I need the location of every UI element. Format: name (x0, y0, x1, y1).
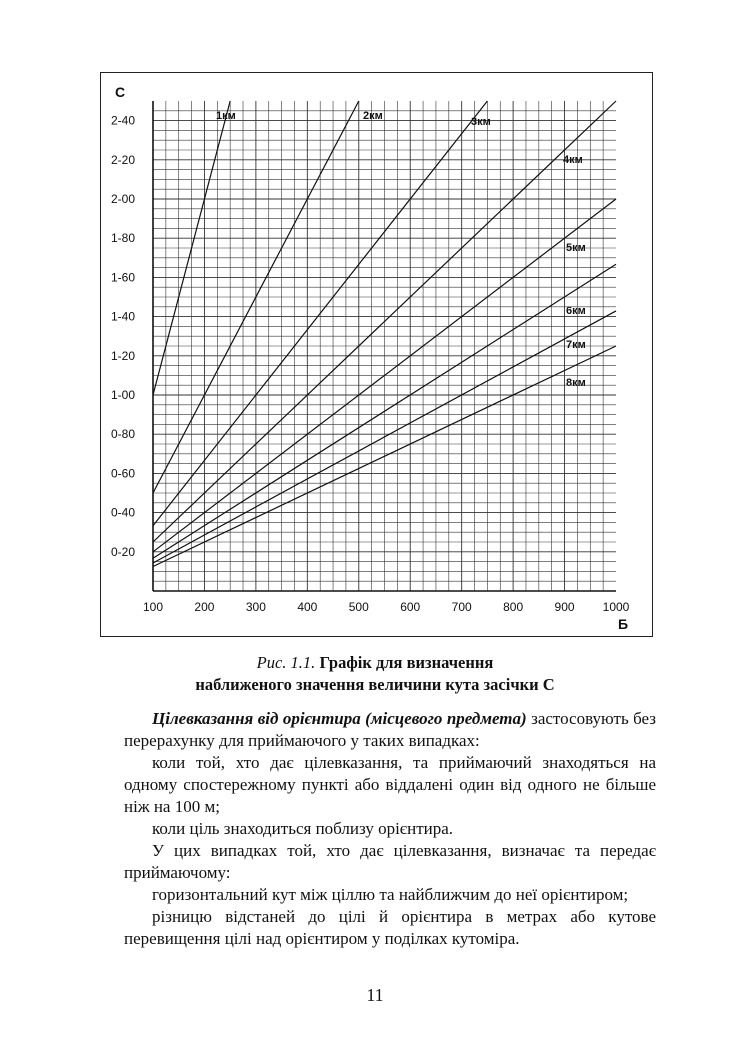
chart-frame (100, 72, 653, 637)
paragraph-6: різницю відстаней до цілі й орієнтира в метрах або кутове перевищення цілі над орієнтиром у поділках кутоміра. (124, 907, 656, 948)
y-tick-label: 0-60 (111, 466, 136, 481)
paragraph-3: коли ціль знаходиться поблизу орієнтира. (152, 819, 454, 838)
paragraph-1 (124, 708, 656, 752)
x-tick-label: 1000 (602, 600, 630, 614)
x-tick-label: 500 (348, 600, 369, 614)
figure-number: Рис. 1.1. (256, 653, 316, 672)
figure-title-part2: наближеного значення величини кута засічки С (195, 675, 555, 694)
x-tick-label: 400 (297, 600, 318, 614)
series-label: 4км (563, 154, 583, 166)
x-tick-label: 100 (142, 600, 164, 614)
y-tick-label: 2-00 (111, 192, 136, 206)
x-tick-label: 300 (245, 600, 266, 614)
y-tick-label: 1-20 (111, 348, 136, 363)
paragraph-1-rest: застосовують без перерахунку для приймаючого у таких випадках: (124, 709, 657, 750)
y-axis-label: С (115, 84, 126, 100)
series-label: 5км (566, 242, 586, 254)
y-tick-label: 1-40 (111, 309, 136, 324)
y-tick-label: 1-60 (111, 270, 136, 285)
x-axis-label: Б (618, 616, 629, 632)
x-tick-label: 700 (451, 600, 472, 614)
figure-title-part1: Графік для визначення (319, 653, 494, 672)
x-tick-label: 600 (400, 600, 421, 614)
y-tick-label: 0-40 (111, 505, 136, 520)
figure-caption-line1 (0, 653, 750, 673)
paragraph-5: горизонтальний кут між ціллю та найближчим до неї орієнтиром; (152, 885, 629, 904)
y-tick-label: 0-80 (111, 427, 136, 442)
paragraph-2: коли той, хто дає цілевказання, та приймаючий знаходяться на одному спостережному пункті або віддалені один від одного не більше ніж на 100 м; (124, 753, 656, 816)
series-label: 7км (566, 339, 586, 351)
y-tick-label: 1-80 (111, 231, 136, 246)
y-tick-label: 1-00 (111, 388, 136, 402)
series-label: 6км (566, 305, 586, 317)
x-tick-label: 800 (503, 600, 524, 614)
x-tick-label: 200 (194, 600, 215, 614)
series-label: 8км (566, 377, 586, 389)
page-number: 11 (366, 985, 384, 1005)
series-label: 1км (216, 110, 236, 122)
x-tick-label: 900 (554, 600, 575, 614)
series-label: 2км (363, 110, 383, 122)
y-tick-label: 0-20 (111, 544, 136, 559)
distance-angle-chart (101, 73, 654, 638)
paragraph-4: У цих випадках той, хто дає цілевказання, визначає та передає приймаючому: (124, 841, 656, 882)
series-label: 3км (471, 116, 491, 128)
y-tick-label: 2-40 (111, 113, 136, 128)
paragraph-1-lead: Цілевказання від орієнтира (місцевого предмета) (152, 709, 527, 728)
y-tick-label: 2-20 (111, 152, 136, 167)
